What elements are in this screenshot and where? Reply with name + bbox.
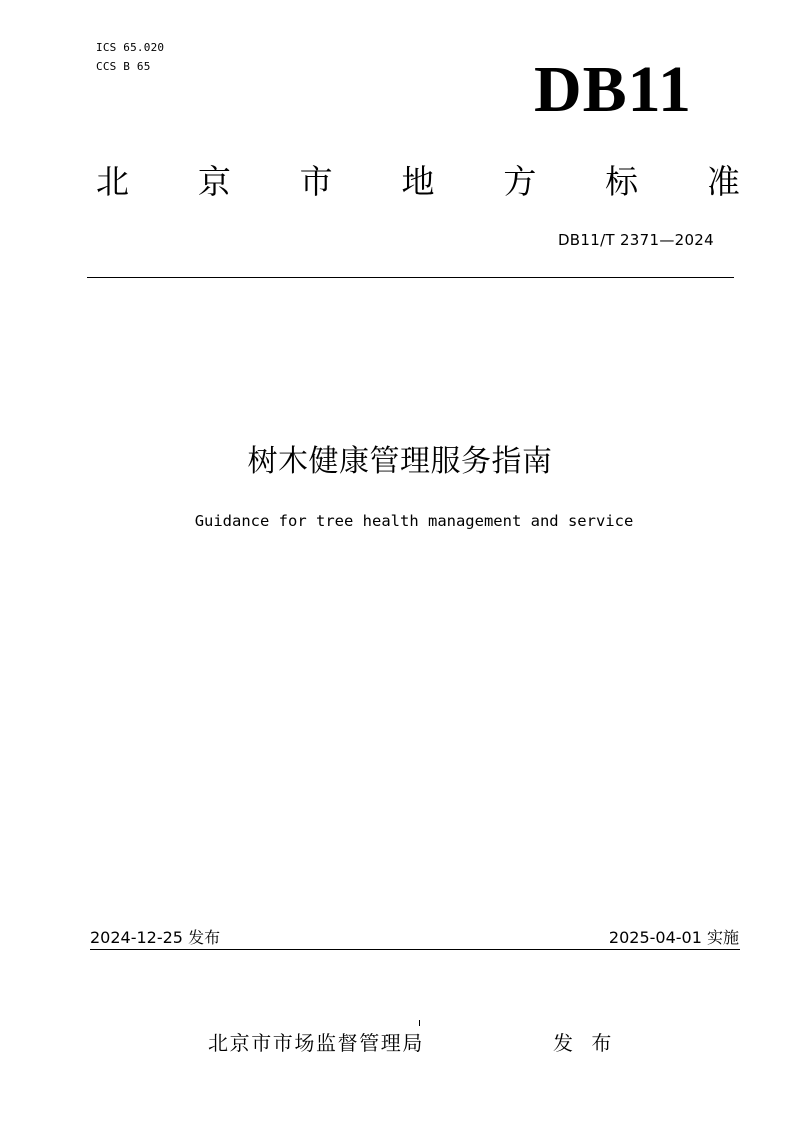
implementation-date: 2025-04-01 实施 (608, 928, 739, 947)
db11-logo: DB11 (533, 53, 692, 126)
issuing-authority: 北京市市场监督管理局 (208, 1031, 424, 1055)
standard-type-char: 方 (503, 162, 537, 201)
standard-type-char: 北 (96, 162, 129, 201)
standard-type-heading (96, 160, 740, 204)
standard-type-char: 地 (401, 162, 435, 201)
issue-date: 2024-12-25 发布 (90, 928, 221, 947)
standard-type-char: 市 (299, 162, 333, 201)
document-title-chinese: 树木健康管理服务指南 (247, 444, 553, 479)
document-title-english: Guidance for tree health management and service (194, 512, 634, 530)
standard-type-char: 京 (197, 162, 231, 201)
standard-type-char: 准 (706, 162, 740, 201)
ccs-code: CCS B 65 (96, 60, 151, 73)
issuing-action: 发 布 (553, 1031, 618, 1055)
header-divider (87, 277, 734, 278)
footer-divider (90, 949, 740, 950)
ics-code: ICS 65.020 (96, 41, 165, 54)
stray-mark (419, 1020, 420, 1026)
standard-type-char: 标 (605, 162, 639, 201)
standard-number: DB11/T 2371—2024 (557, 231, 714, 249)
